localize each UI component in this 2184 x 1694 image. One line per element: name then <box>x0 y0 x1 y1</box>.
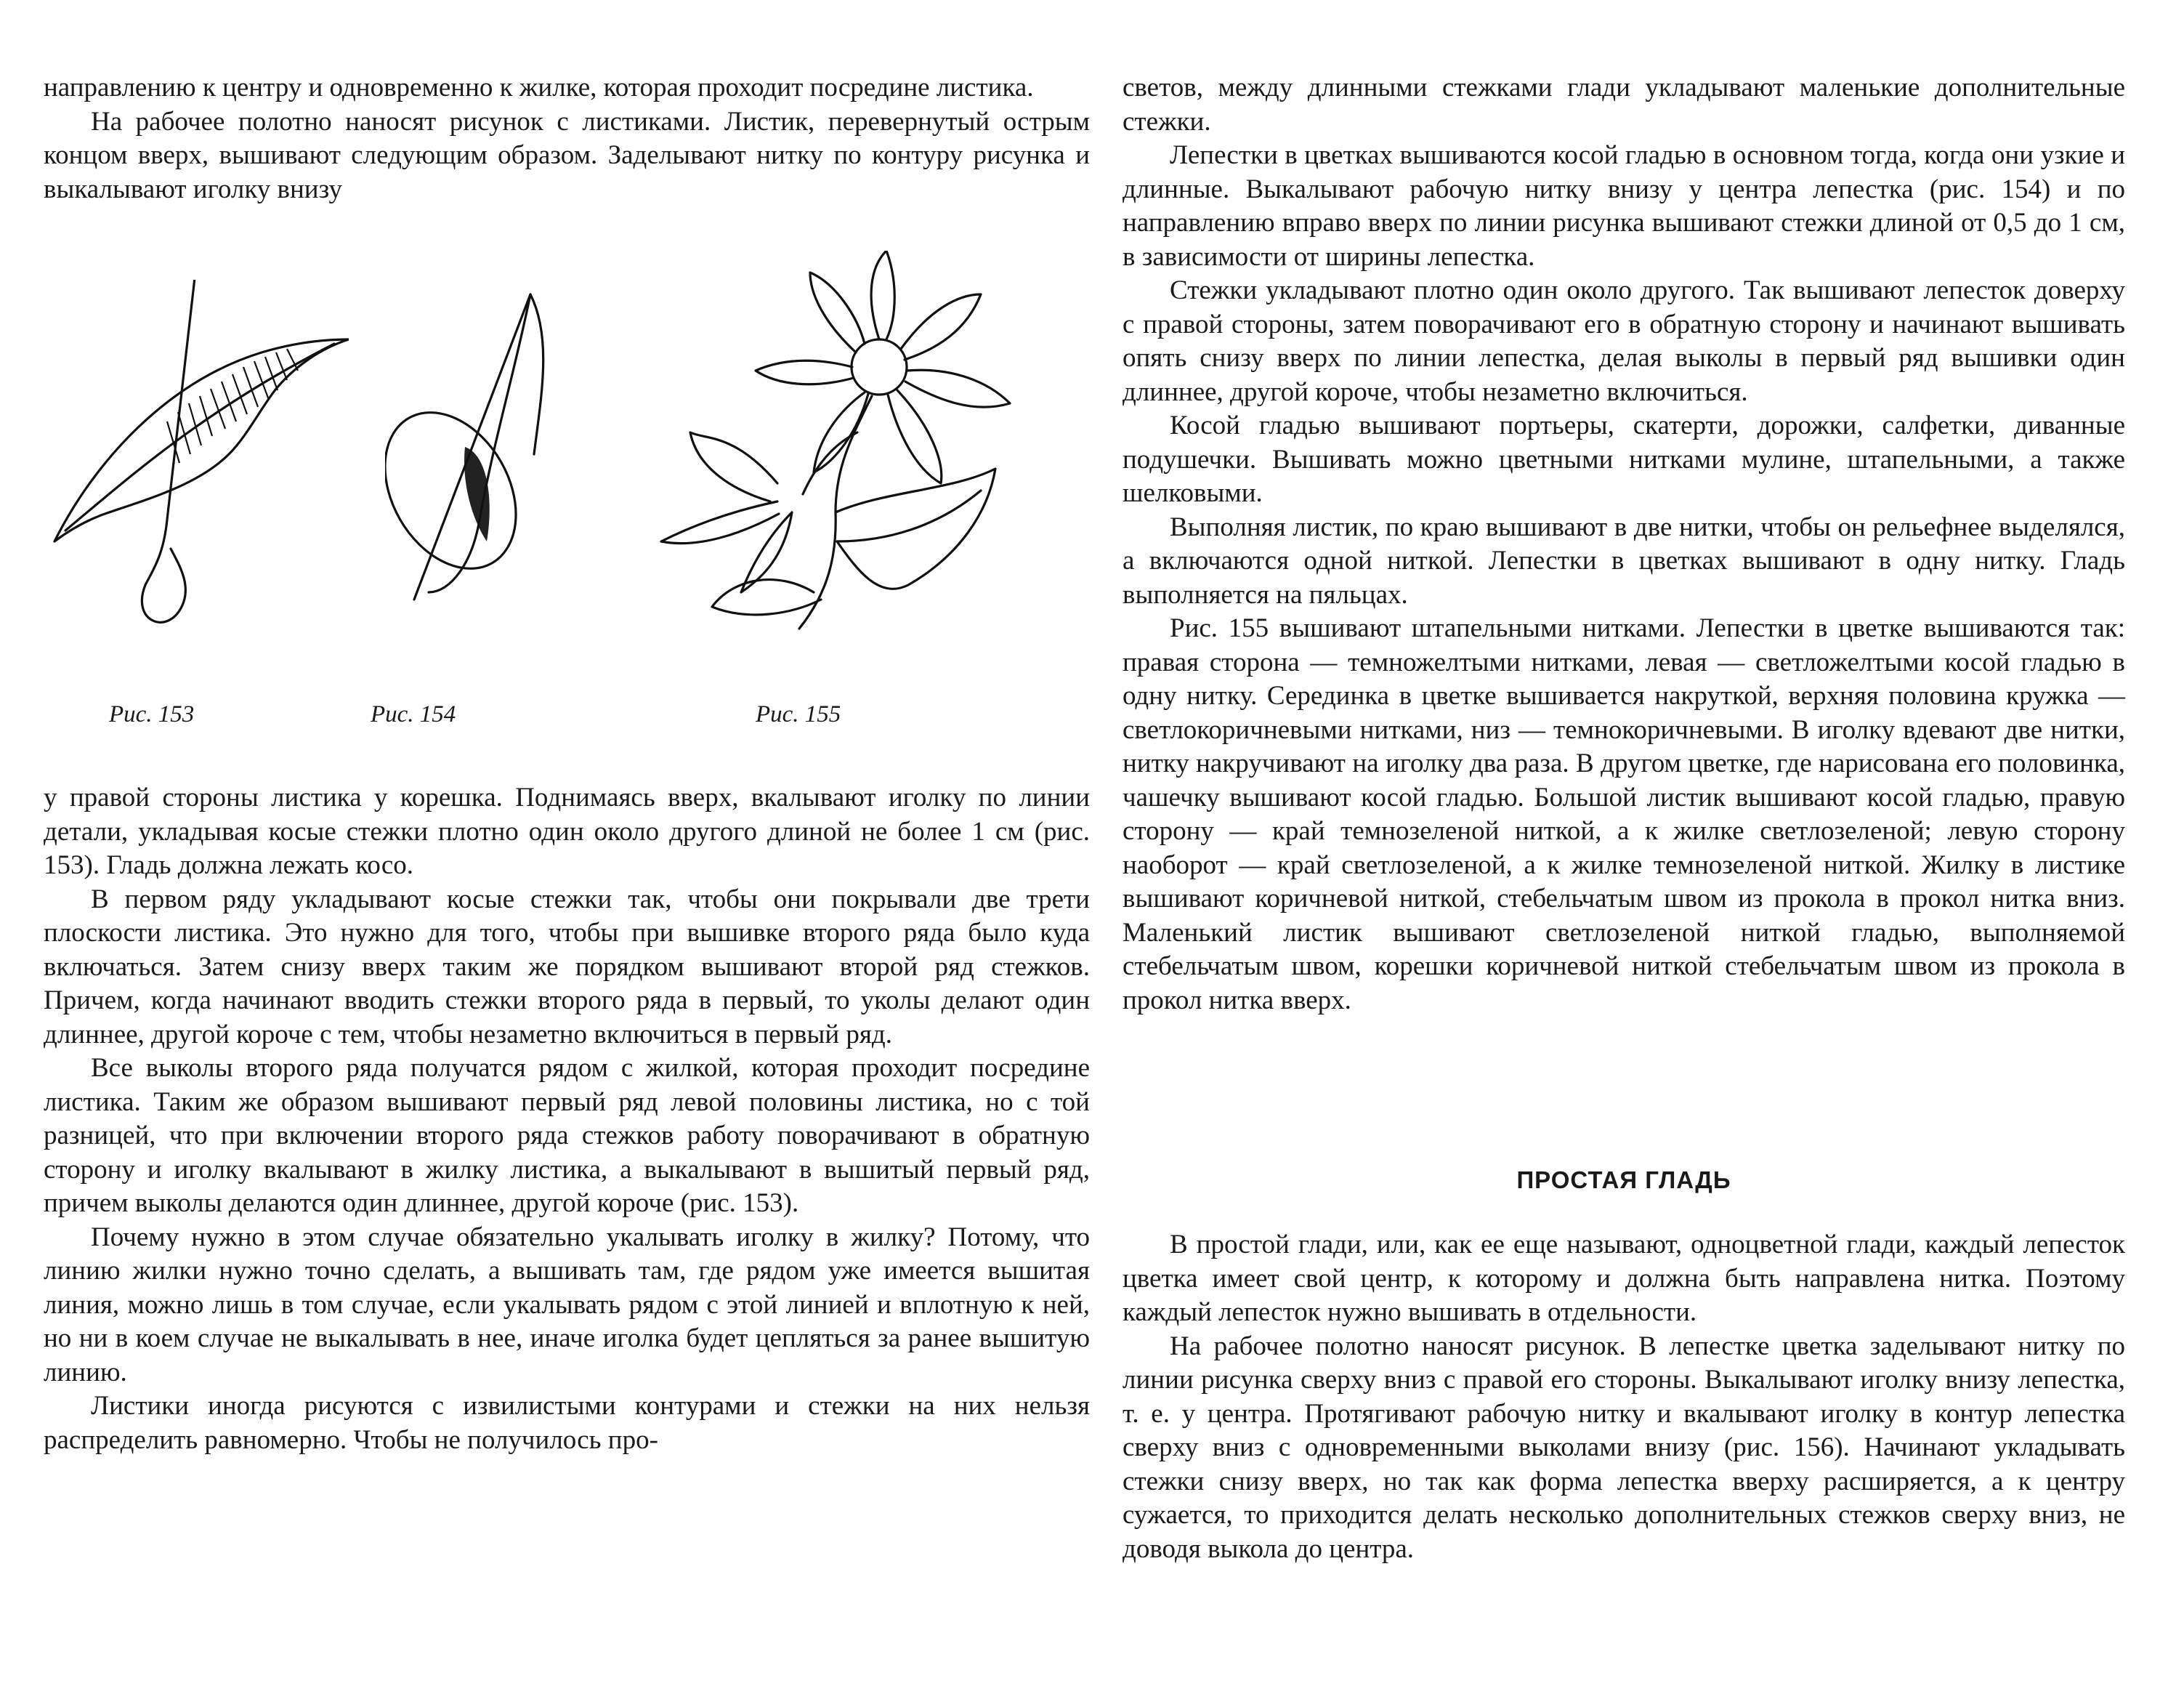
figure-caption: Рис. 153 <box>109 701 195 727</box>
right-bottom-text <box>1123 1228 2125 1566</box>
right-top-text <box>1123 71 2125 1017</box>
paragraph: Выполняя листик, по краю вышивают в две нитки, чтобы он рельефнее выделялся, а включаются одной ниткой. Лепестки в цветках вышивают в одну нитку. Гладь выполняется на пяльцах. <box>1123 512 2125 610</box>
paragraph: светов, между длинными стежками глади укладывают маленькие дополнительные стежки. <box>1123 73 2125 137</box>
paragraph: у правой стороны листика у корешка. Поднимаясь вверх, вкалывают иголку по линии детали, укладывая косые стежки плотно один около другого длиной не более 1 см (рис. 153). Гладь должна лежать косо. <box>44 783 1090 880</box>
figure-caption: Рис. 154 <box>371 701 456 727</box>
paragraph: Почему нужно в этом случае обязательно укалывать иголку в жилку? Потому, что линию жилки нужно точно сделать, а вышивать там, где рядом уже имеется вышитая линия, можно лишь в том случае, если укалывать рядом с этой линией и вплотную к ней, но ни в коем случае не выкалывать в нее, иначе иголка будет цепляться за ранее вышитую линию. <box>44 1222 1090 1387</box>
leaf-needle-illustration <box>44 280 349 629</box>
flower-illustration <box>647 251 1053 658</box>
figure-155 <box>647 251 1053 658</box>
petal-needle-illustration <box>385 280 574 629</box>
left-bottom-text <box>44 781 1090 1457</box>
paragraph: Лепестки в цветках вышиваются косой гладью в основном тогда, когда они узкие и длинные. Выкалывают рабочую нитку внизу у центра лепестка (рис. 154) и по направлению вправо вверх по линии рисунка вышивают стежки длиной от 0,5 до 1 см, в зависимости от ширины лепестка. <box>1123 140 2125 272</box>
right-page <box>1123 0 2125 1694</box>
paragraph: В простой глади, или, как ее еще называют, одноцветной глади, каждый лепесток цветка имеет свой центр, к которому и должна быть направлена нитка. Поэтому каждый лепесток нужно вышивать в отдельности. <box>1123 1230 2125 1327</box>
left-top-text <box>44 71 1090 206</box>
paragraph: На рабочее полотно наносят рисунок. В лепестке цветка заделывают нитку по линии рисунка сверху вниз с правой его стороны. Выкалывают иголку внизу лепестка, т. е. у центра. Протягивают рабочую нитку и вкалывают иголку в контур лепестка сверху вниз с одновременными выколами внизу (рис. 156). Начинают укладывать стежки снизу вверх, но так как форма лепестка вверху расширяется, а к центру сужается, то приходится делать несколько дополнительных стежков сверху вниз, не доводя выкола до центра. <box>1123 1331 2125 1564</box>
figure-153 <box>44 280 349 629</box>
figures-row <box>44 251 1090 745</box>
paragraph: В первом ряду укладывают косые стежки так, чтобы они покрывали две трети плоскости листика. Это нужно для того, чтобы при вышивке второго ряда было куда включаться. Затем снизу вверх таким же порядком вышивают второй ряд стежков. Причем, когда начинают вводить стежки второго ряда в первый, то уколы делают один длиннее, другой короче с тем, чтобы незаметно включиться в первый ряд. <box>44 884 1090 1049</box>
paragraph: Стежки укладывают плотно один около другого. Так вышивают лепесток доверху с правой стороны, затем поворачивают его в обратную сторону и начинают вышивать опять снизу вверх по линии лепестка, делая выколы в первый ряд вышивки один длиннее, другой короче, чтобы незаметно включиться. <box>1123 275 2125 407</box>
paragraph: Рис. 155 вышивают штапельными нитками. Лепестки в цветке вышиваются так: правая сторона — темножелтыми нитками, левая — светложелтыми косой гладью в одну нитку. Серединка в цветке вышивается накруткой, верхняя половина кружка — светлокоричневыми нитками, низ — темнокоричневыми. В иголку вдевают две нитки, нитку накручивают на иголку два раза. В другом цветке, где нарисована его половинка, чашечку вышивают косой гладью. Большой листик вышивают косой гладью, правую сторону — край темнозеленой ниткой, а к жилке светлозеленой; левую сторону наоборот — край светлозеленой, а к жилке темнозеленой ниткой. Жилку в листике вышивают коричневой ниткой, стебельчатым швом из прокола в прокол нитка вниз. Маленький листик вышивают светлозеленой ниткой гладью, выполняемой стебельчатым швом, корешки коричневой ниткой стебельчатым швом из прокола в прокол нитка вверх. <box>1123 613 2125 1015</box>
paragraph: Листики иногда рисуются с извилистыми контурами и стежки на них нельзя распределить равномерно. Чтобы не получилось про- <box>44 1391 1090 1455</box>
figure-154 <box>385 280 574 629</box>
section-heading: ПРОСТАЯ ГЛАДЬ <box>1516 1166 1731 1193</box>
left-page <box>44 0 1090 1694</box>
paragraph: Косой гладью вышивают портьеры, скатерти, дорожки, салфетки, диванные подушечки. Вышивать можно цветными нитками мулине, штапельными, а также шелковыми. <box>1123 411 2125 508</box>
paragraph: На рабочее полотно наносят рисунок с листиками. Листик, перевернутый острым концом вверх, вышивают следующим образом. Заделывают нитку по контуру рисунка и выкалывают иголку внизу <box>44 106 1090 204</box>
figure-caption: Рис. 155 <box>756 701 841 727</box>
paragraph: Все выколы второго ряда получатся рядом с жилкой, которая проходит посредине листика. Таким же образом вышивают первый ряд левой половины листика, но с той разницей, что при включении второго ряда стежков работу поворачивают в обратную сторону и иголку вкалывают в жилку листика, а выкалывают в вышитый первый ряд, причем выколы делаются один длиннее, другой короче (рис. 153). <box>44 1053 1090 1218</box>
paragraph: направлению к центру и одновременно к жилке, которая проходит посредине листика. <box>44 73 1034 102</box>
